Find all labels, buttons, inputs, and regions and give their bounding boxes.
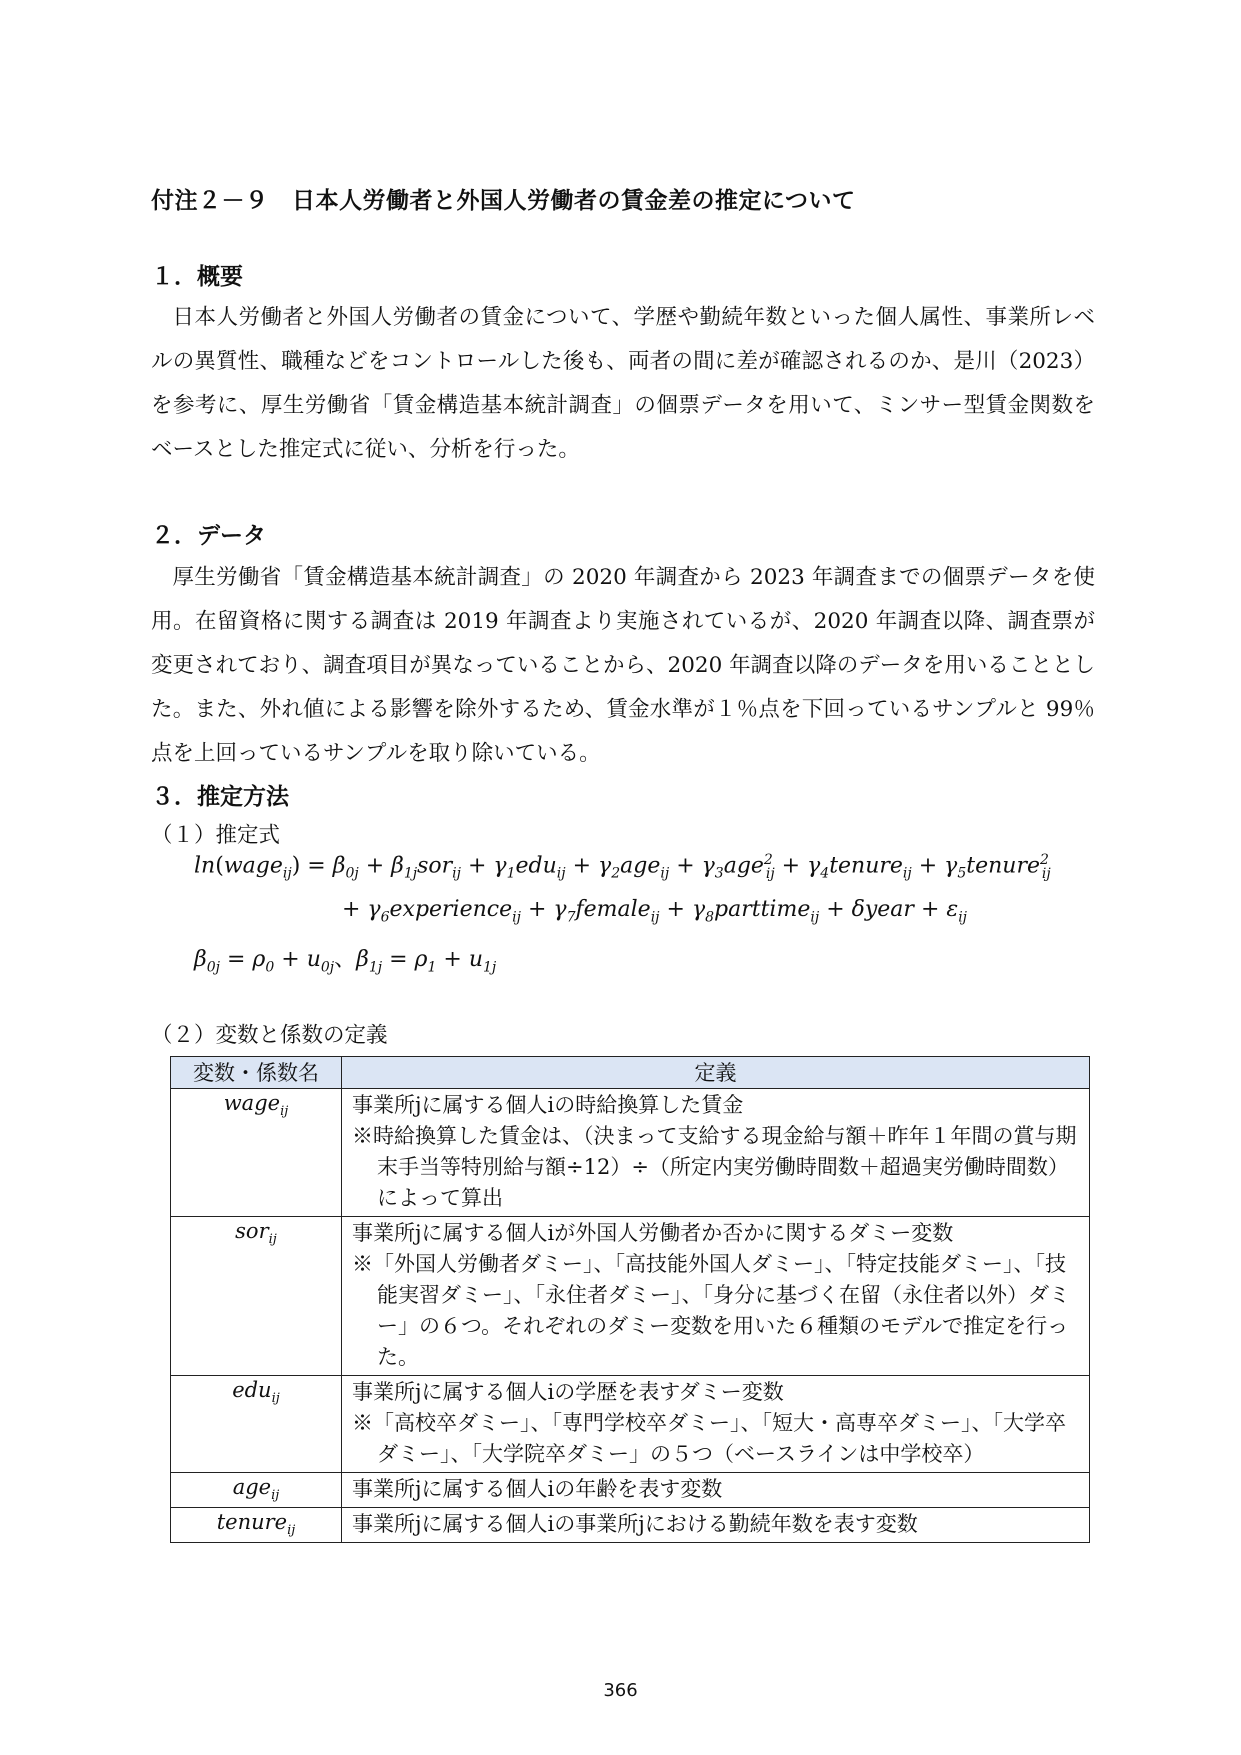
variable-name: age$_{ij}$ — [171, 1473, 342, 1508]
definition-note: ※「外国人労働者ダミー」、「高技能外国人ダミー」、「特定技能ダミー」、「技能実習ダミー」、「永住者ダミー」、「身分に基づく在留（永住者以外）ダミー」の６つ。それぞれのダミー変数を用いた６種類のモデルで推定を行った。 — [352, 1252, 1070, 1369]
equation-line-2: + $\gamma_6experience_{ij}$ + $\gamma_7female_{ij}$ + $\gamma_8parttime_{ij}$ + δyear + $\varepsilon_{ij}$ — [342, 897, 968, 926]
definition-note: ※「高校卒ダミー」、「専門学校卒ダミー」、「短大・高専卒ダミー」、「大学卒ダミー」、「大学院卒ダミー」の５つ（ベースラインは中学校卒） — [352, 1411, 1066, 1466]
section-1-body: 日本人労働者と外国人労働者の賃金について、学歴や勤続年数といった個人属性、事業所レベルの異質性、職種などをコントロールした後も、両者の間に差が確認されるのか、是川（2023）を参考に、厚生労働省「賃金構造基本統計調査」の個票データを用いて、ミンサー型賃金関数をベースとした推定式に従い、分析を行った。 — [151, 305, 1095, 462]
variable-definition — [342, 1508, 1090, 1543]
definition-main: 事業所jに属する個人iの年齢を表す変数 — [352, 1477, 723, 1501]
variable-name: tenure$_{ij}$ — [171, 1508, 342, 1543]
equation-line-3: $\beta_{0j} = \rho_0 + u_{0j}$、$\beta_{1j} = \rho_1 + u_{1j}$ — [194, 947, 497, 976]
definitions-heading: （２）変数と係数の定義 — [151, 1023, 388, 1048]
definitions-table — [170, 1056, 1090, 1543]
page-number: 366 — [603, 1680, 638, 1701]
variable-definition — [342, 1089, 1090, 1217]
variable-name: edu$_{ij}$ — [171, 1376, 342, 1473]
definition-main: 事業所jに属する個人iの学歴を表すダミー変数 — [352, 1380, 784, 1404]
variable-name: wage$_{ij}$ — [171, 1089, 342, 1217]
variable-name: sor$_{ij}$ — [171, 1217, 342, 1376]
equation-line-1: ln(wage$_{ij}$) = $\beta_{0j} + \beta_{1j}sor_{ij} + \gamma_1edu_{ij} + \gamma_2age_{ij} + \gamma_3age^2_{ij}$ + $\gamma_4tenure_{ij}$ + $\gamma_5tenure^2_{ij}$ — [194, 852, 1051, 882]
variable-definition — [342, 1376, 1090, 1473]
definition-main: 事業所jに属する個人iの時給換算した賃金 — [352, 1093, 744, 1117]
section-3-heading: ３．推定方法 — [151, 783, 289, 810]
definition-note: ※時給換算した賃金は、（決まって支給する現金給与額＋昨年１年間の賞与期末手当等特別給与額÷12）÷（所定内実労働時間数＋超過実労働時間数）によって算出 — [352, 1124, 1077, 1210]
header-definition: 定義 — [342, 1057, 1090, 1089]
section-2-heading: ２．データ — [151, 522, 266, 549]
section-2-body: 厚生労働省「賃金構造基本統計調査」の 2020 年調査から 2023 年調査までの個票データを使用。在留資格に関する調査は 2019 年調査より実施されているが、2020 年調査以降、調査票が変更されており、調査項目が異なっていることから、2020 年調査以降のデータを用いることとした。また、外れ値による影響を除外するため、賃金水準が１％点を下回っているサンプルと 99％点を上回っているサンプルを取り除いている。 — [151, 565, 1095, 766]
table-row — [171, 1508, 1090, 1543]
table-row — [171, 1089, 1090, 1217]
estimation-formula-heading: （１）推定式 — [151, 823, 281, 848]
table-row — [171, 1473, 1090, 1508]
definition-main: 事業所jに属する個人iが外国人労働者か否かに関するダミー変数 — [352, 1221, 954, 1245]
table-header-row — [171, 1057, 1090, 1089]
variable-definition — [342, 1473, 1090, 1508]
section-1-heading: １．概要 — [151, 263, 243, 290]
variable-definition — [342, 1217, 1090, 1376]
table-row — [171, 1376, 1090, 1473]
page-title: 付注２－９ 日本人労働者と外国人労働者の賃金差の推定について — [151, 188, 856, 214]
table-row — [171, 1217, 1090, 1376]
definition-main: 事業所jに属する個人iの事業所jにおける勤続年数を表す変数 — [352, 1512, 918, 1536]
header-variable: 変数・係数名 — [171, 1057, 342, 1089]
